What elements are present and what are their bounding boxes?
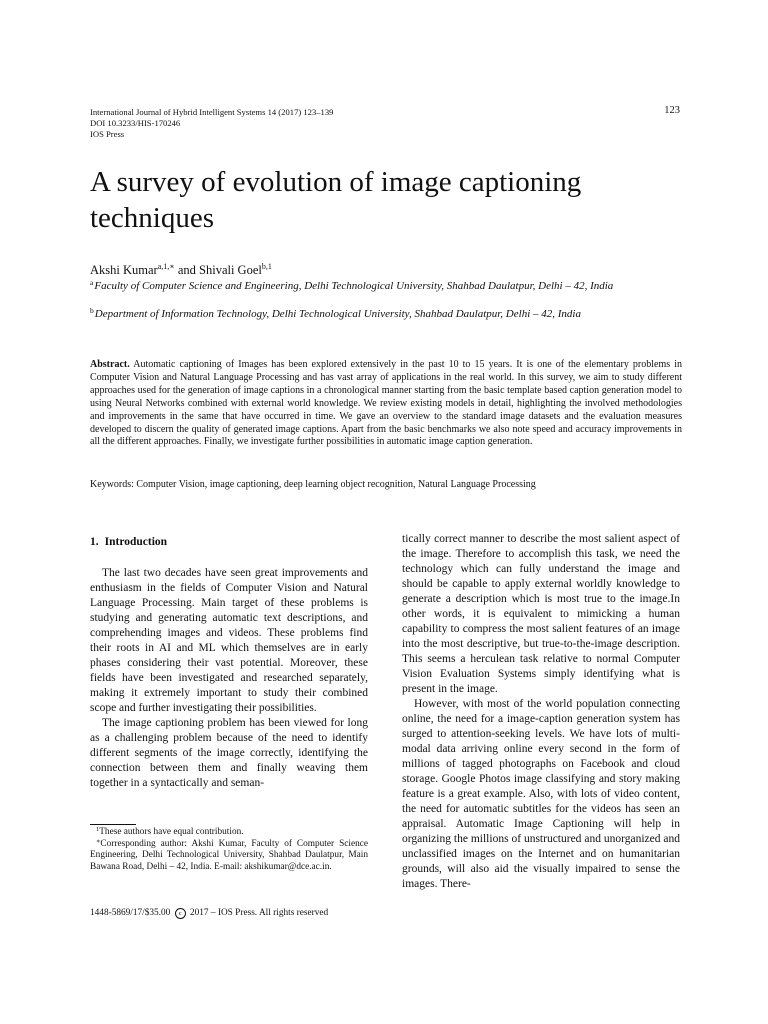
paragraph: The last two decades have seen great improvements and enthusiasm in the fields of Computer Vision and Natural Language Processing. Main target of these problems is studying and generating automatic text descriptions, and comprehending images and videos. These problems find their roots in AI and ML which themselves are in early phases considering their vast potential. Moreover, these fields have been investigated and researched separately, making it extremely important to study their combined scope and further investigating their possibilities. <box>90 567 368 714</box>
affiliation <box>90 280 680 294</box>
affiliation <box>90 308 680 322</box>
author-name: Shivali Goel <box>199 263 262 277</box>
journal-citation: International Journal of Hybrid Intelligent Systems 14 (2017) 123–139 <box>90 107 334 117</box>
abstract <box>90 359 682 449</box>
section-title: Introduction <box>104 536 168 548</box>
issn-price: 1448-5869/17/$35.00 <box>90 908 171 918</box>
right-column <box>402 532 680 892</box>
author-name: Akshi Kumar <box>90 263 158 277</box>
author-superscript: b,1 <box>261 262 272 271</box>
affiliation-text: Faculty of Computer Science and Engineering, Delhi Technological University, Shahbad Daulatpur, Delhi – 42, India <box>94 280 614 292</box>
abstract-text: Automatic captioning of Images has been explored extensively in the past 10 to 15 years. It is one of the elementary problems in Computer Vision and Natural Language Processing and has vast array of applications in the real world. In this survey, we aim to study different approaches used for the generation of image captions in a chronological manner starting from the basic template based caption generation model to using Neural Networks combined with external world knowledge. We review existing models in detail, highlighting the involved methodologies and improvements in the same that have occurred in time. We gave an overview to the standard image datasets and the evaluation measures developed to discern the quality of generated image captions. Apart from the basic benchmarks we also note speed and accuracy improvements in all the different approaches. Finally, we investigate further possibilities in automatic image caption generation. <box>90 359 682 448</box>
doi: DOI 10.3233/HIS-170246 <box>90 118 181 128</box>
footnote <box>90 827 368 839</box>
author-superscript: a,1,∗ <box>157 262 175 271</box>
author-line <box>90 262 272 278</box>
affiliation-text: Department of Information Technology, Delhi Technological University, Shahbad Daulatpur, Delhi – 42, India <box>94 308 581 320</box>
copyright-text: 2017 – IOS Press. All rights reserved <box>189 908 329 918</box>
affiliation-mark: b <box>90 306 94 315</box>
footnotes <box>90 827 368 873</box>
paragraph: However, with most of the world population connecting online, the need for a image-caption generation system has surged to attention-seeking levels. We have lots of multi-modal data arriving online every second in the form of millions of tagged photographs on Facebook and cloud storage. Google Photos image classifying and story making feature is a great example. Also, with lots of video content, the need for automatic subtitles for the videos has seen an appraisal. Automatic Image Captioning will help in organizing the millions of unstructured and unorganized and unclassified images on the Internet and on humanitarian grounds, will also aid the visually impaired to sense the images. There- <box>402 698 680 890</box>
copyright-line <box>90 908 328 919</box>
abstract-label: Abstract. <box>90 359 130 370</box>
left-column <box>90 566 368 791</box>
paragraph: The image captioning problem has been viewed for long as a challenging problem because of the need to identify different segments of the image correctly, identifying the connection between them and finally weaving them together in a syntactically and seman- <box>90 717 368 789</box>
footnote-rule <box>90 824 136 825</box>
footnote-mark: ∗ <box>96 837 101 845</box>
page-number: 123 <box>664 105 680 116</box>
paragraph: tically correct manner to describe the most salient aspect of the image. Therefore to accomplish this task, we need the technology which can fully understand the image and should be capable to apply external worldly knowledge to generate a description which is most true to the image.In other words, it is equivalent to mimicking a human capability to compress the most salient features of an image into the most descriptive, but true-to-the-image description. This seems a herculean task relative to normal Computer Vision Evaluation Systems simply identifying what is present in the image. <box>402 533 680 695</box>
author-conjunction: and <box>177 263 196 277</box>
publisher: IOS Press <box>90 129 125 139</box>
footnote <box>90 839 368 874</box>
footnote-text: These authors have equal contribution. <box>99 827 244 837</box>
running-header <box>90 107 333 140</box>
paper-title: A survey of evolution of image captioning techniques <box>90 166 582 234</box>
copyright-icon: c <box>175 908 186 919</box>
section-heading <box>90 536 167 548</box>
affiliation-mark: a <box>90 278 94 287</box>
keywords: Keywords: Computer Vision, image captioning, deep learning object recognition, Natural Language Processing <box>90 479 536 490</box>
section-number: 1. <box>90 536 99 548</box>
footnote-text: Corresponding author: Akshi Kumar, Faculty of Computer Science Engineering, Delhi Technological University, Shahbad Daulatpur, Main Bawana Road, Delhi – 42, India. E-mail: akshikumar@dce.ac.in. <box>90 838 368 872</box>
footnote-mark: 1 <box>96 826 100 833</box>
